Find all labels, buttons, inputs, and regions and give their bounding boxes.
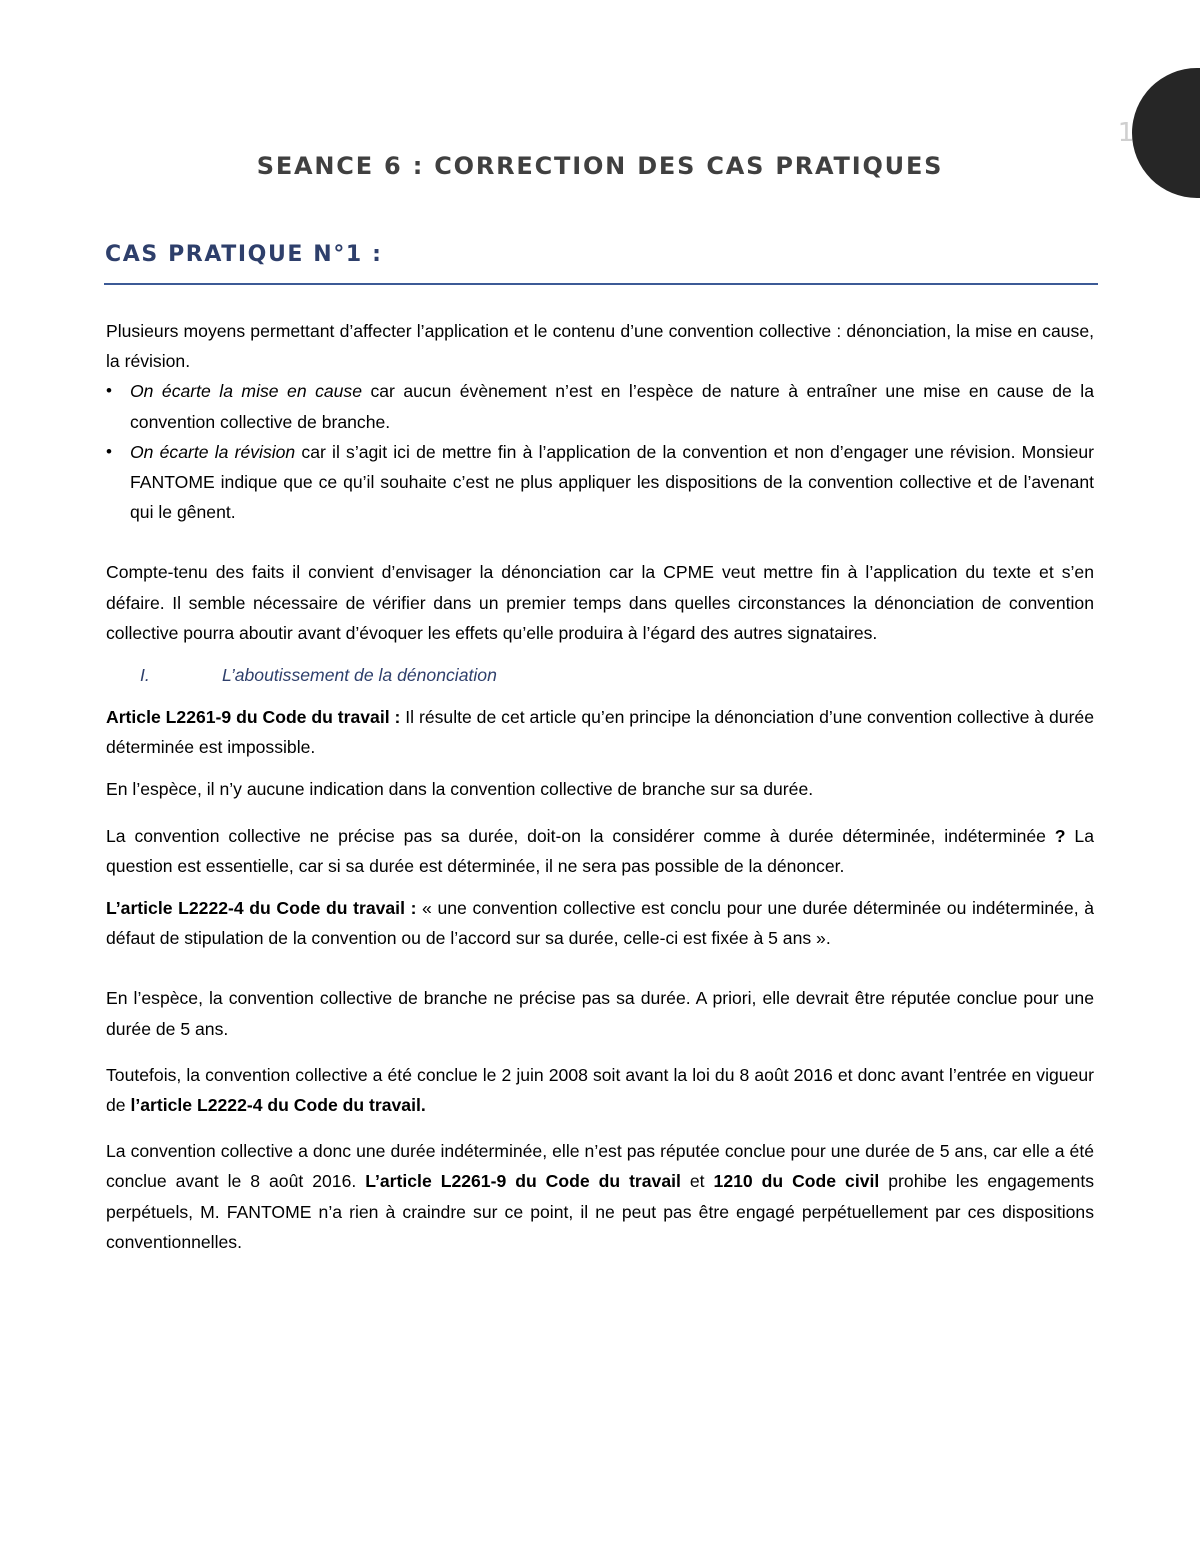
bullet-list [106, 376, 1094, 527]
article-reference: Article L2261-9 du Code du travail : [106, 707, 401, 728]
paragraph-text: Il résulte de cet article qu’en principe la dénonciation d’une convention collective à durée déterminée est impossible. [106, 707, 1094, 758]
espece-paragraph: En l’espèce, il n’y aucune indication dans la convention collective de branche sur sa durée. [106, 779, 814, 800]
section-heading [106, 660, 1094, 690]
bullet-item [106, 376, 1094, 436]
bullet-text: car il s’agit ici de mettre fin à l’application de la convention et non d’engager une révision. Monsieur FANTOME indique que ce qu’il souhaite c’est ne plus appliquer les dispositions de la convention collective et de l’avenant qui le gênent. [130, 441, 1095, 523]
case-heading: CAS PRATIQUE N°1 : [105, 242, 383, 267]
section-title: L’aboutissement de la dénonciation [222, 665, 497, 686]
bullet-italic-lead: On écarte la révision [130, 441, 296, 462]
question-mark: ? [1045, 825, 1066, 846]
toutefois-paragraph [106, 1060, 1094, 1120]
document-title: SEANCE 6 : CORRECTION DES CAS PRATIQUES [256, 152, 944, 180]
heading-underline [104, 283, 1098, 285]
question-paragraph [106, 821, 1094, 881]
paragraph-text: et [680, 1171, 714, 1192]
section-number: I. [140, 665, 150, 686]
paragraph-text: La convention collective ne précise pas sa durée, doit-on la considérer comme à durée déterminée, indéterminée [106, 825, 1046, 846]
paragraph-text: La question est essentielle, car si sa durée est déterminée, il ne sera pas possible de la dénoncer. [106, 825, 1095, 876]
paragraph-text: Toutefois, la convention collective a été conclue le 2 juin 2008 soit avant la loi du 8 août 2016 et donc avant l’entrée en vigueur de [106, 1064, 1094, 1116]
bullet-italic-lead: On écarte la mise en cause [130, 381, 363, 402]
paragraph-text: prohibe les engagements perpétuels, M. FANTOME n’a rien à craindre sur ce point, il ne peut pas être engagé perpétuellement par ces dispositions conventionnelles. [106, 1171, 1094, 1252]
article-reference: L’article L2222-4 du Code du travail : [106, 898, 417, 919]
paragraph-text: « une convention collective est conclu pour une durée déterminée ou indéterminée, à défaut de stipulation de la convention ou de l’accord sur sa durée, celle-ci est fixée à 5 ans ». [106, 898, 1094, 949]
intro-paragraph: Plusieurs moyens permettant d’affecter l’application et le contenu d’une convention collective : dénonciation, la mise en cause, la révision. [106, 321, 1094, 372]
article-reference: 1210 du Code civil [713, 1171, 880, 1192]
paragraph-end: . [420, 1095, 426, 1116]
compte-tenu-paragraph: Compte-tenu des faits il convient d’envisager la dénonciation car la CPME veut mettre fin à l’application du texte et s’en défaire. Il semble nécessaire de vérifier dans un premier temps dans quelles circonstances la dénonciation de convention collective pourra aboutir avant d’évoquer les effets qu’elle produira à l’égard des autres signataires. [106, 562, 1094, 643]
article-l2261-9-paragraph [106, 702, 1094, 762]
article-l2222-4-paragraph [106, 893, 1094, 953]
conclusion-paragraph [106, 1136, 1094, 1257]
bullet-text: car aucun évènement n’est en l’espèce de nature à entraîner une mise en cause de la convention collective de branche. [130, 381, 1094, 432]
espece-paragraph-2: En l’espèce, la convention collective de branche ne précise pas sa durée. A priori, elle devrait être réputée conclue pour une durée de 5 ans. [106, 988, 1094, 1039]
article-reference: L’article L2261-9 du Code du travail [365, 1171, 681, 1192]
paragraph-text: La convention collective a donc une durée indéterminée, elle n’est pas réputée conclue pour une durée de 5 ans, car elle a été conclue avant le 8 août 2016. [106, 1141, 1094, 1192]
page-number: 1 [1117, 118, 1135, 148]
bullet-item [106, 437, 1094, 528]
article-reference: l’article L2222-4 du Code du travail [130, 1095, 421, 1116]
document-body [106, 316, 1094, 1257]
